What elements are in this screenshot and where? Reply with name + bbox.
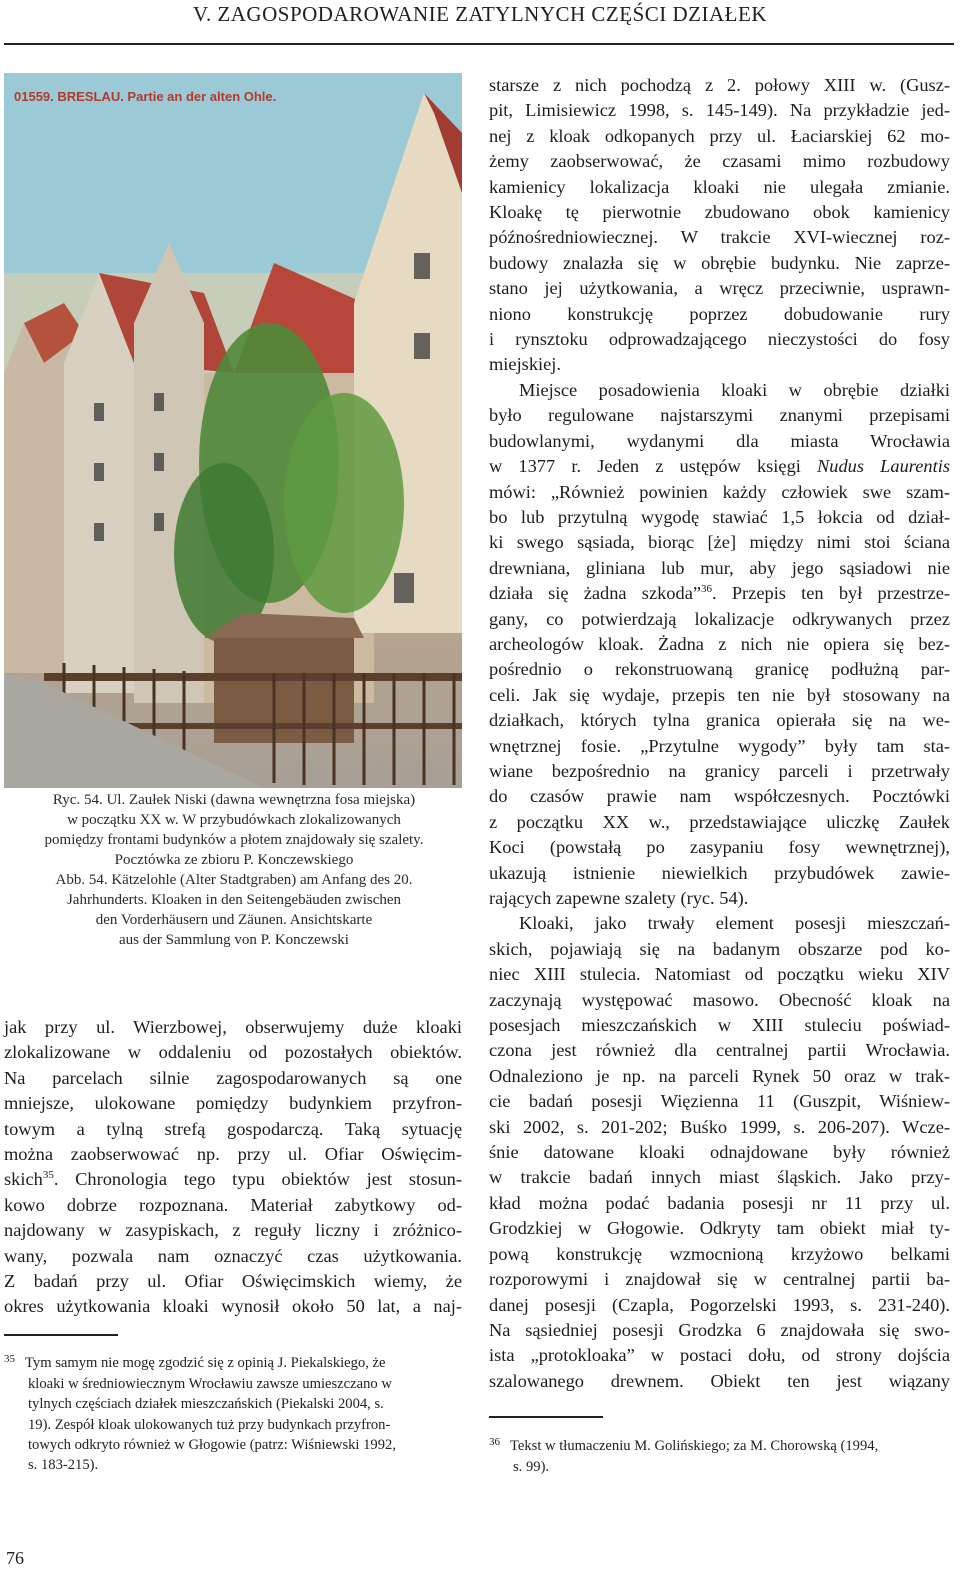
text-line: rozporowymi i znajdował się w centralnej partii ba- (489, 1269, 950, 1290)
text-line: okres użytkowania kloaki wynosił około 50 lat, a naj- (4, 1296, 462, 1317)
right-column-text (489, 73, 950, 1394)
text-line: pośrednio o rekonstruowaną granicę podłużną par- (489, 659, 950, 680)
text-line: było regulowane najstarszymi znanymi przepisami (489, 405, 950, 426)
footnote-35 (4, 1353, 462, 1475)
text-line: posesjach mieszczańskich w XIII stuleciu poświad- (489, 1015, 950, 1036)
text-line: celi. Jak się wydaje, przepis ten nie był stosowany na (489, 684, 950, 705)
text-line: jak przy ul. Wierzbowej, obserwujemy duże kloaki (4, 1017, 462, 1037)
text-line: działkach, których tylna granica opierała się na we- (489, 710, 950, 731)
footnote-line: towych odkryto również w Głogowie (patrz: Wiśniewski 1992, (28, 1436, 396, 1453)
footnote-line: 19). Zespół kloak ulokowanych tuż przy budynkach przyfron- (28, 1416, 391, 1433)
text-line: niec XIII stulecia. Natomiast od początku wieku XIV (489, 964, 950, 985)
caption-line: Ryc. 54. Ul. Zaułek Niski (dawna wewnętrzna fosa miejska) (52, 792, 416, 808)
caption-line: w początku XX w. W przybudówkach zlokalizowanych (67, 812, 401, 828)
header-rule (4, 43, 954, 45)
text-line: cie badań posesji Więzienna 11 (Guszpit, Wiśniew- (489, 1091, 950, 1112)
text-line (489, 454, 950, 479)
text-line: szalowanego drewnem. Obiekt ten jest wiązany (489, 1370, 950, 1391)
text-line: w trakcie badań innych miast śląskich. Jako przy- (489, 1167, 950, 1188)
footnote-rule-left (4, 1334, 118, 1336)
text-line: ki swego sąsiada, biorąc [że] między nimi stoi ściana (489, 532, 950, 553)
text-line: mniejsze, ulokowane pomiędzy budynkiem przyfron- (4, 1093, 462, 1114)
text-fragment: Tym samym nie mogę zgodzić się z opinią J. Piekalskiego, że (25, 1355, 386, 1371)
postcard-illustration (4, 73, 462, 788)
page-number: 76 (6, 1548, 24, 1568)
text-line: Miejsce posadowienia kloaki w obrębie działki (519, 379, 950, 400)
italic-title: Nudus Laurentis (817, 456, 950, 477)
text-line: kład można podać badania posesji nr 11 przy ul. (489, 1192, 950, 1213)
text-line: żemy zaobserwować, że czasami mimo rozbudowy (489, 151, 950, 172)
text-line: można zaobserwować np. przy ul. Ofiar Oświęcim- (4, 1144, 462, 1165)
text-line: ista „protokloaka” w postaci dołu, od strony dojścia (489, 1345, 950, 1366)
text-line: zaczynają występować masowo. Obecność kloak na (489, 989, 950, 1010)
text-fragment: . Przepis ten był przestrze- (712, 583, 950, 604)
text-line: kowo dobrze rozpoznana. Materiał zabytkowy od- (4, 1194, 462, 1215)
caption-line: Abb. 54. Kätzelohle (Alter Stadtgraben) am Anfang des 20. (55, 872, 413, 888)
postcard-photo (4, 73, 462, 788)
text-line: gany, co potwierdzają lokalizacje odkrywanych przez (489, 608, 950, 629)
footnote-line: tylnych częściach działek mieszczańskich (Piekalski 2004, s. (28, 1396, 384, 1413)
text-line: do czasów prawie nam współczesnych. Pocztówki (489, 786, 950, 807)
text-line: mówi: „Również powinien każdy człowiek swe szam- (489, 481, 950, 502)
text-line: z początku XX w., przedstawiające uliczkę Zaułek (489, 811, 950, 832)
footnote-rule-right (489, 1416, 603, 1418)
text-line: śnie datowane kloaki odnajdowane były również (489, 1142, 950, 1163)
footnote-line: s. 99). (513, 1459, 550, 1476)
text-line (489, 581, 950, 606)
footnote-line (489, 1436, 950, 1457)
text-line: najdowany w zasypiskach, z reguły liczny i zróżnico- (4, 1220, 462, 1241)
text-fragment: Tekst w tłumaczeniu M. Golińskiego; za M. Chorowską (1994, (510, 1438, 879, 1454)
running-header: V. ZAGOSPODAROWANIE ZATYLNYCH CZĘŚCI DZIAŁEK (192, 2, 767, 26)
text-line: Kloaki, jako trwały element posesji mieszczań- (519, 913, 950, 934)
left-column-text (4, 1015, 462, 1320)
caption-line: Pocztówka ze zbioru P. Konczewskiego (114, 852, 354, 868)
text-fragment: skich (4, 1169, 43, 1190)
text-line: budowy znalazła się w obrębie budynku. Nie zaprze- (489, 252, 950, 273)
text-line: archeologów kloak. Żadna z nich nie opiera się bez- (489, 633, 950, 654)
text-line: starsze z nich pochodzą z 2. połowy XIII w. (Gusz- (489, 75, 950, 95)
text-line: skich, pojawiają się na badanym obszarze pod ko- (489, 938, 950, 959)
postcard-text: 01559. BRESLAU. Partie an der alten Ohle. (14, 89, 277, 104)
footnote-ref-35: 35 (42, 1169, 54, 1182)
text-line: pową konstrukcję wzmocnioną krzyżowo belkami (489, 1243, 950, 1264)
text-line: Z badań przy ul. Ofiar Oświęcimskich wiemy, że (4, 1271, 462, 1292)
caption-line: aus der Sammlung von P. Konczewski (119, 932, 349, 948)
text-line: niono konstrukcję poprzez dobudowanie rury (489, 303, 950, 324)
text-line: ski 2002, s. 201-202; Buśko 1999, s. 206-207). Wcze- (489, 1116, 950, 1137)
text-line: bo lub przytulną wygodę stawiać 1,5 łokcia od dział- (489, 506, 950, 527)
text-line: Grodzkiej w Głogowie. Odkryty tam obiekt miał ty- (489, 1218, 950, 1239)
text-fragment: działa się żadna szkoda” (489, 583, 702, 604)
text-line: Koci (powstałą po zasypaniu fosy wewnętrznej), (489, 837, 950, 858)
text-line: i rynsztoku odprowadzającego nieczystości do fosy (489, 329, 950, 350)
text-line: wiane bezpośrednio na granicy parceli i przetrwały (489, 760, 950, 781)
text-fragment: w 1377 r. Jeden z ustępów księgi (489, 456, 818, 477)
text-line (4, 1167, 462, 1192)
text-line: ukazują istnienie niewielkich przybudówek zawie- (489, 862, 950, 883)
caption-line: pomiędzy frontami budynków a płotem znajdowały się szalety. (44, 832, 424, 848)
footnote-number: 36 (489, 1436, 500, 1448)
text-line: czona jest również dla centralnej partii Wrocławia. (489, 1040, 950, 1061)
text-line: wnętrznej fosie. „Przytulne wygody” były tam sta- (489, 735, 950, 756)
text-line: pit, Limisiewicz 1998, s. 145-149). Na przykładzie jed- (489, 100, 950, 121)
text-line: późnośredniowiecznej. W trakcie XVI-wiecznej roz- (489, 227, 950, 248)
text-line: stano jej użytkowania, a wręcz przeciwnie, usprawn- (489, 278, 950, 299)
text-line: zlokalizowane w oddaleniu od pozostałych obiektów. (4, 1042, 462, 1063)
footnote-line (4, 1353, 462, 1374)
text-line: budowlanymi, wydanymi dla miasta Wrocławia (489, 430, 950, 451)
caption-line: den Vorderhäusern und Zäunen. Ansichtskarte (95, 912, 373, 928)
text-line: drewniana, gliniana lub mur, aby jego sąsiadowi nie (489, 557, 950, 578)
caption-line: Jahrhunderts. Kloaken in den Seitengebäuden zwischen (66, 892, 402, 908)
text-line: wany, pozwala nam oznaczyć czas użytkowania. (4, 1245, 462, 1266)
footnote-line: kloaki w średniowiecznym Wrocławiu zawsze umieszczano w (28, 1376, 392, 1393)
text-line: Na parcelach silnie zagospodarowanych są one (4, 1067, 462, 1088)
text-line: danej posesji (Czapla, Pogorzelski 1993, s. 231-240). (489, 1294, 950, 1315)
footnote-ref-36: 36 (701, 583, 713, 595)
footnote-line: s. 183-215). (28, 1457, 99, 1474)
footnote-number: 35 (4, 1353, 15, 1365)
footnote-36 (489, 1436, 950, 1477)
figure-caption (6, 790, 462, 950)
text-line: miejskiej. (489, 354, 562, 375)
text-line: Na sąsiedniej posesji Grodzka 6 znajdowała się swo- (489, 1319, 950, 1340)
text-line: rających zapewne szalety (ryc. 54). (489, 888, 749, 908)
text-line: kamienicy lokalizacja kloaki nie ulegała zmianie. (489, 176, 950, 197)
text-fragment: . Chronologia tego typu obiektów jest stosun- (53, 1169, 462, 1190)
text-line: Odnaleziono je np. na parceli Rynek 50 oraz w trak- (489, 1065, 950, 1086)
text-line: Kloakę tę pierwotnie zbudowano obok kamienicy (489, 202, 950, 223)
text-line: nej z kloak odkopanych przy ul. Łaciarskiej 62 mo- (489, 125, 950, 146)
text-line: towym a tylną strefą gospodarczą. Taką sytuację (4, 1118, 462, 1139)
